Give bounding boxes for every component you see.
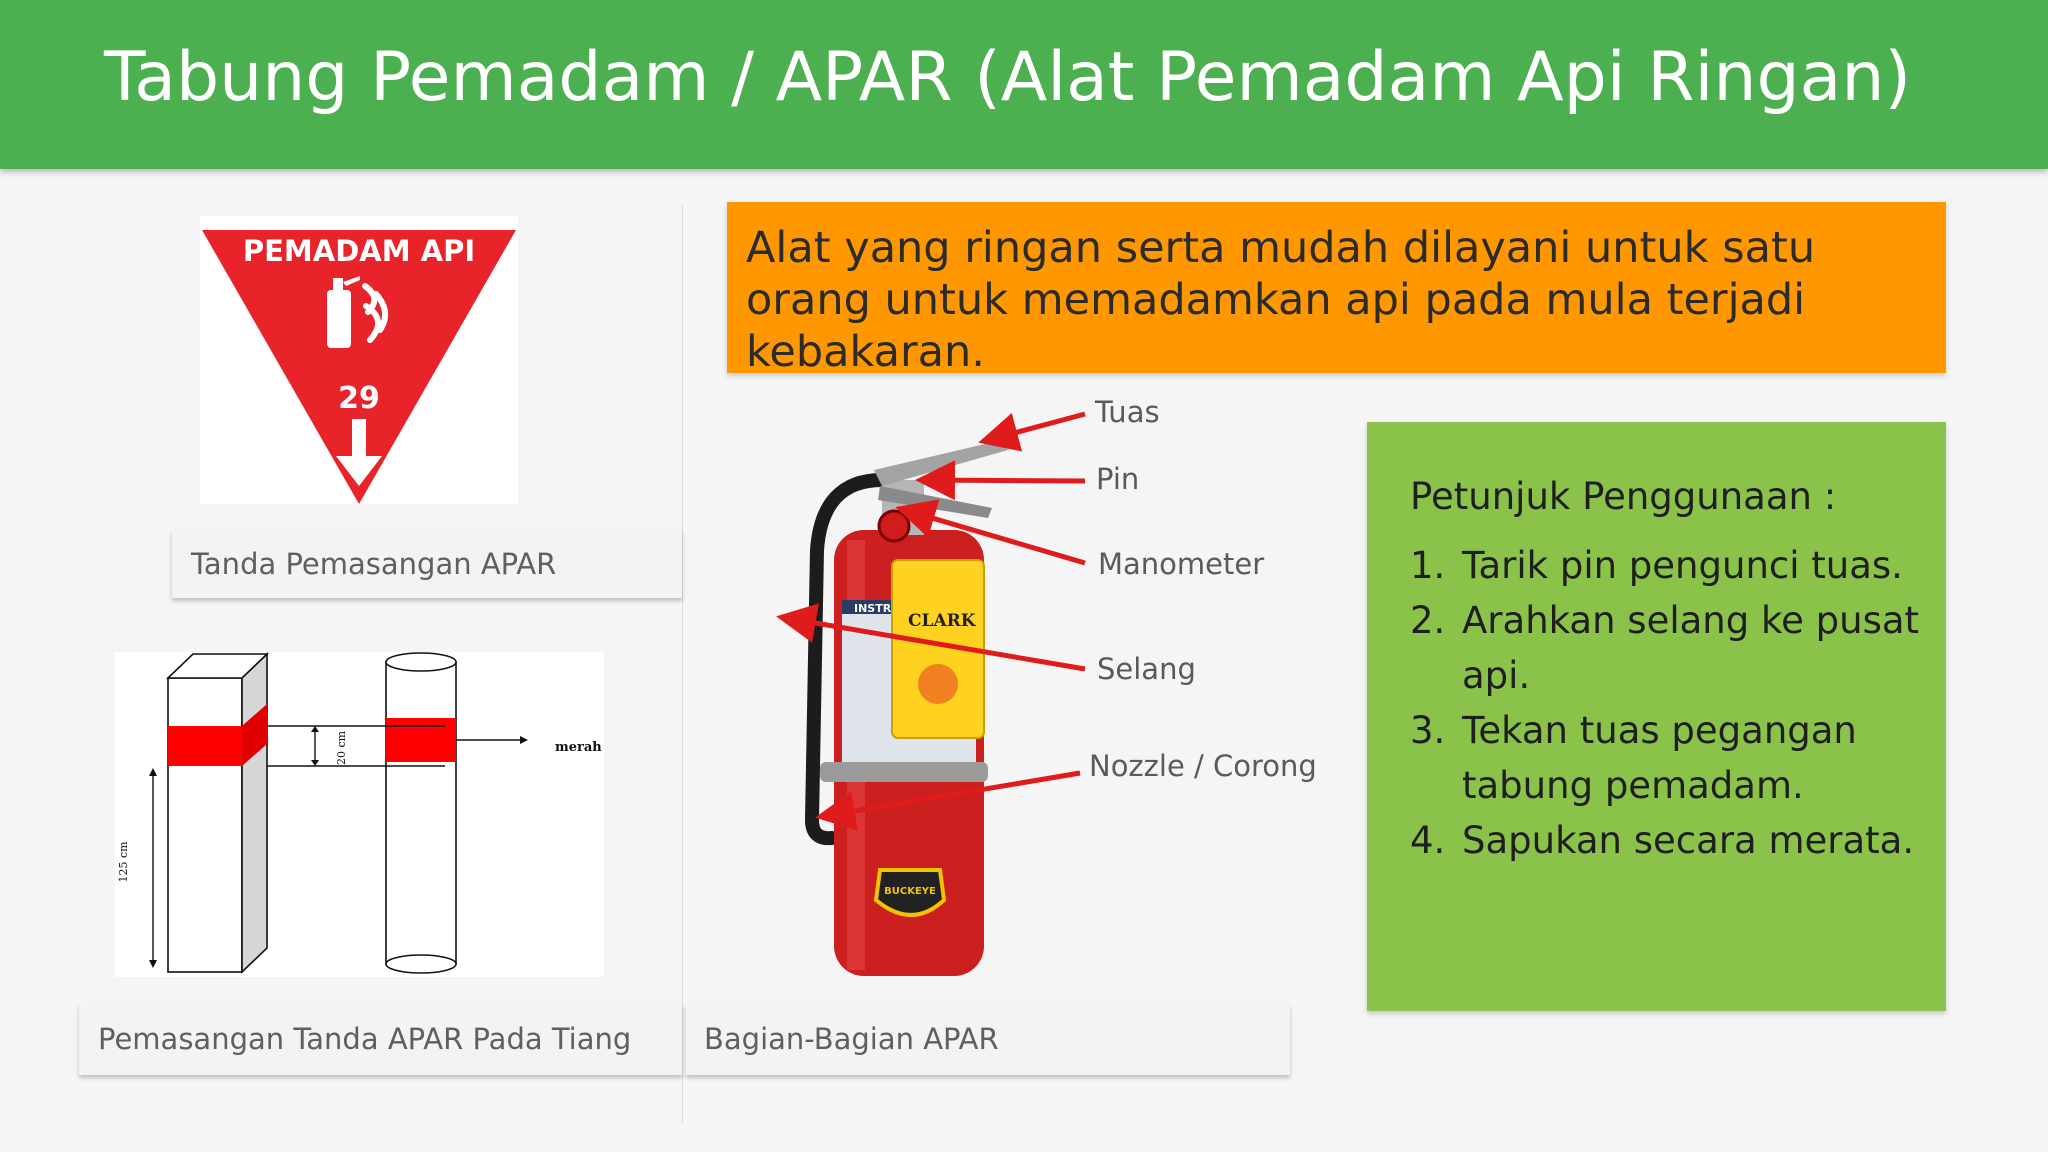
part-label-manometer: Manometer bbox=[1098, 547, 1265, 581]
usage-guide-heading: Petunjuk Penggunaan : bbox=[1410, 475, 1837, 518]
step-text: Arahkan selang ke pusat api. bbox=[1462, 599, 1920, 697]
step-text: Sapukan secara merata. bbox=[1462, 819, 1915, 862]
arrow-tuas bbox=[988, 414, 1085, 440]
step-number: 4. bbox=[1410, 819, 1446, 862]
inspection-tag-brand: CLARK bbox=[908, 611, 976, 631]
part-label-pin: Pin bbox=[1096, 462, 1140, 496]
sign-number: 29 bbox=[338, 381, 380, 416]
list-item bbox=[1410, 593, 1926, 703]
step-number: 1. bbox=[1410, 544, 1446, 587]
instruction-label-text: INSTR bbox=[854, 602, 892, 615]
band-height-label: 20 cm bbox=[335, 730, 348, 766]
caption-pole: Pemasangan Tanda APAR Pada Tiang bbox=[79, 1004, 682, 1075]
usage-steps-list bbox=[1410, 538, 1926, 868]
caption-parts: Bagian-Bagian APAR bbox=[686, 1004, 1290, 1075]
step-number: 3. bbox=[1410, 709, 1446, 752]
arrow-manometer bbox=[905, 510, 1085, 563]
arrow-nozzle bbox=[825, 773, 1080, 816]
page-title: Tabung Pemadam / APAR (Alat Pemadam Api Ringan) bbox=[104, 38, 1911, 117]
part-label-selang: Selang bbox=[1097, 652, 1196, 686]
list-item bbox=[1410, 538, 1926, 593]
part-label-nozzle: Nozzle / Corong bbox=[1089, 749, 1317, 783]
brand-badge-text: BUCKEYE bbox=[884, 886, 936, 897]
band-color-label: merah bbox=[555, 740, 602, 755]
pole-height-label: 125 cm bbox=[117, 841, 130, 883]
definition-text: Alat yang ringan serta mudah dilayani untuk satu orang untuk memadamkan api pada mula terjadi kebakaran. bbox=[746, 223, 1816, 377]
step-text: Tekan tuas pegangan tabung pemadam. bbox=[1462, 709, 1857, 807]
arrow-selang bbox=[786, 618, 1085, 669]
list-item bbox=[1410, 813, 1926, 868]
list-item bbox=[1410, 703, 1926, 813]
arrow-pin bbox=[925, 480, 1085, 481]
step-number: 2. bbox=[1410, 599, 1446, 642]
part-label-tuas: Tuas bbox=[1095, 395, 1160, 429]
step-text: Tarik pin pengunci tuas. bbox=[1462, 544, 1903, 587]
usage-guide-box bbox=[1367, 422, 1946, 1011]
caption-sign: Tanda Pemasangan APAR bbox=[172, 530, 682, 598]
sign-heading: PEMADAM API bbox=[242, 234, 476, 268]
